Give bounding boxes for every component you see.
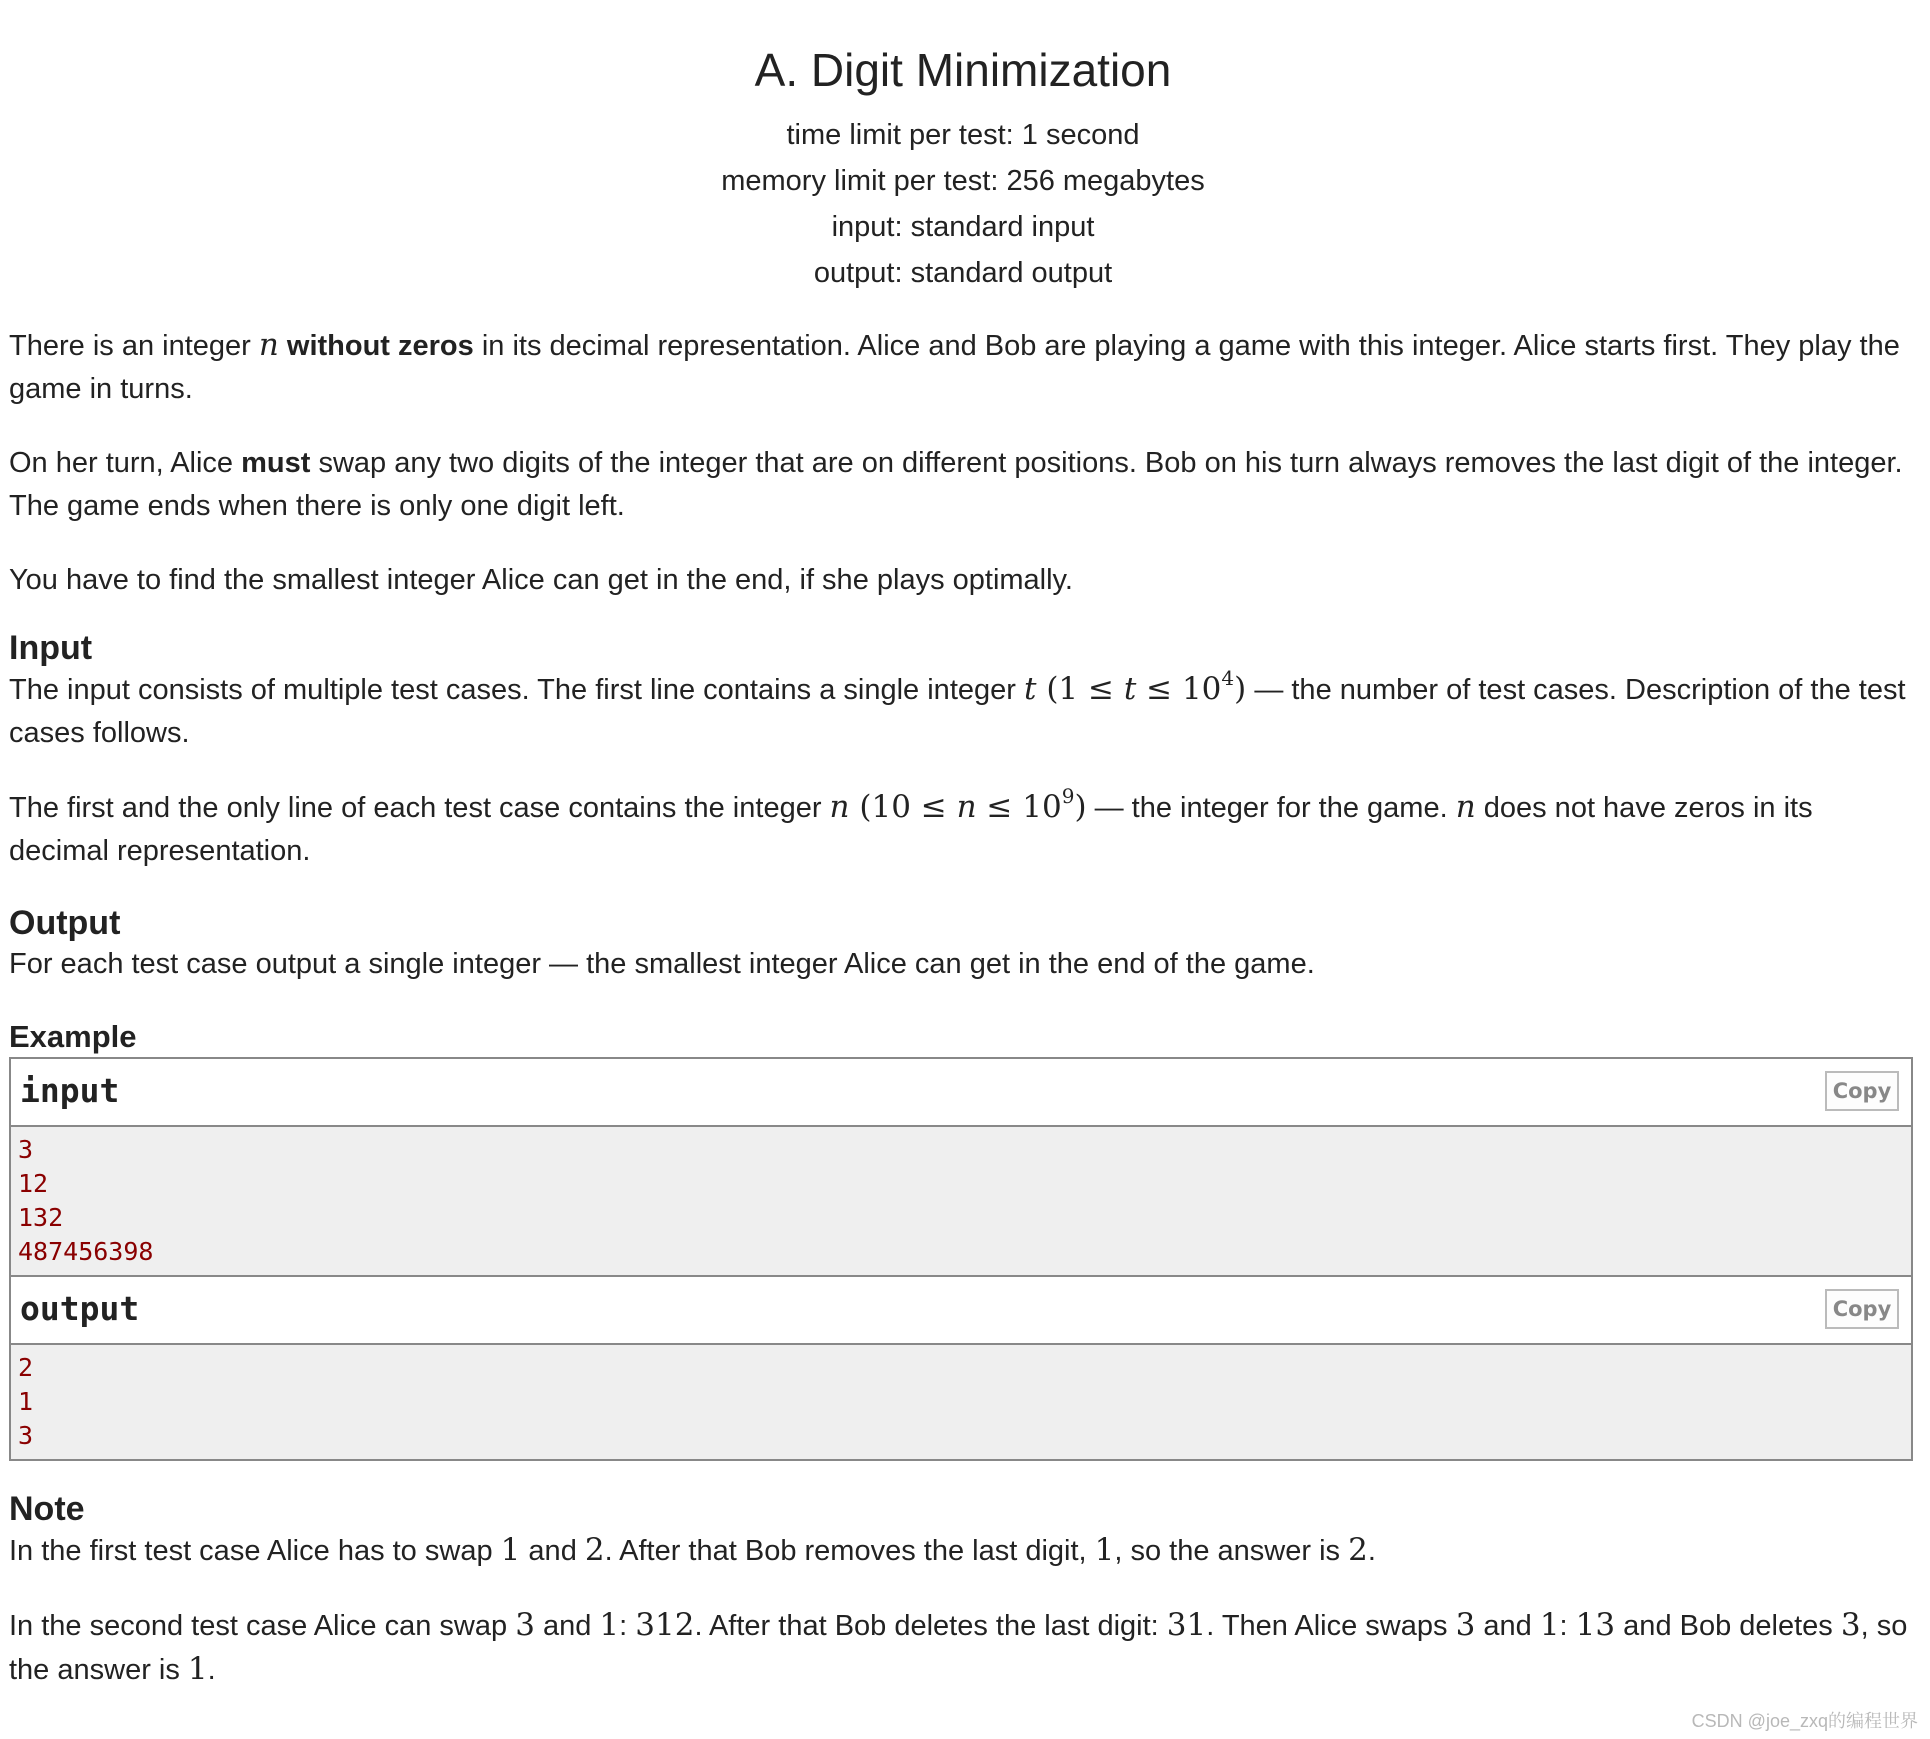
input-heading: Input — [9, 629, 93, 667]
bold-must: must — [241, 447, 311, 479]
time-limit: time limit per test: 1 second — [786, 119, 1140, 151]
input-spec: input: standard input — [831, 211, 1095, 243]
sample-output-label: output — [20, 1289, 140, 1328]
sample-output-line: 2 — [18, 1353, 34, 1382]
sample-output-line: 3 — [18, 1421, 34, 1450]
problem-header — [9, 0, 1917, 296]
sample-input-header — [11, 1059, 1911, 1127]
input-paragraph-1: The input consists of multiple test cases. The first line contains a single integer t $(1 \le t \le 10^4)$ — the number of test cases. Description of the test cases follows. — [9, 666, 1906, 749]
statement-paragraph-2: On her turn, Alice must swap any two digits of the integer that are on different positions. Bob on his turn always removes the last digit of the integer. The game ends when there is only one digit left. — [9, 447, 1903, 522]
bold-without-zeros: without zeros — [286, 330, 474, 362]
output-paragraph: For each test case output a single integer — the smallest integer Alice can get in the end of the game. — [9, 948, 1315, 980]
note-heading: Note — [9, 1490, 85, 1528]
sample-input-line: 12 — [18, 1169, 49, 1198]
copy-input-button[interactable]: Copy — [1825, 1071, 1899, 1111]
note-paragraph-2: In the second test case Alice can swap 3 and 1: 312. After that Bob deletes the last digit: 31. Then Alice swaps 3 and 1: 13 and Bob deletes 3, so the answer is 1. — [9, 1607, 1908, 1687]
sample-input-line: 132 — [18, 1203, 64, 1232]
copy-output-button[interactable]: Copy — [1825, 1289, 1899, 1329]
example-heading: Example — [9, 1019, 137, 1054]
statement-paragraph-3: You have to find the smallest integer Alice can get in the end, if she plays optimally. — [9, 564, 1073, 596]
watermark: CSDN @joe_zxq的编程世界 — [1691, 1711, 1918, 1731]
note-paragraph-1: In the first test case Alice has to swap 1 and 2. After that Bob removes the last digit, 1, so the answer is 2. — [9, 1532, 1376, 1568]
sample-input-body — [11, 1127, 1911, 1277]
math-n: n — [258, 327, 279, 363]
sample-output-body — [11, 1345, 1911, 1459]
problem-page — [9, 0, 1917, 1692]
problem-title: A. Digit Minimization — [754, 44, 1172, 96]
sample-input-label: input — [20, 1071, 120, 1110]
sample-input-line: 487456398 — [18, 1237, 154, 1266]
sample-input-line: 3 — [18, 1135, 34, 1164]
output-heading: Output — [9, 904, 121, 942]
memory-limit: memory limit per test: 256 megabytes — [721, 165, 1205, 197]
statement-paragraph-1: There is an integer n without zeros in its decimal representation. Alice and Bob are playing a game with this integer. Alice starts first. They play the game in turns. — [9, 327, 1900, 405]
sample-output-header — [11, 1277, 1911, 1345]
sample-tests — [9, 1057, 1913, 1461]
output-spec: output: standard output — [813, 257, 1113, 289]
input-paragraph-2: The first and the only line of each test case contains the integer n $(10 \le n \le 10^9)$ — the integer for the game. n does not have zeros in its decimal representation. — [9, 784, 1813, 867]
sample-output-line: 1 — [18, 1387, 34, 1416]
